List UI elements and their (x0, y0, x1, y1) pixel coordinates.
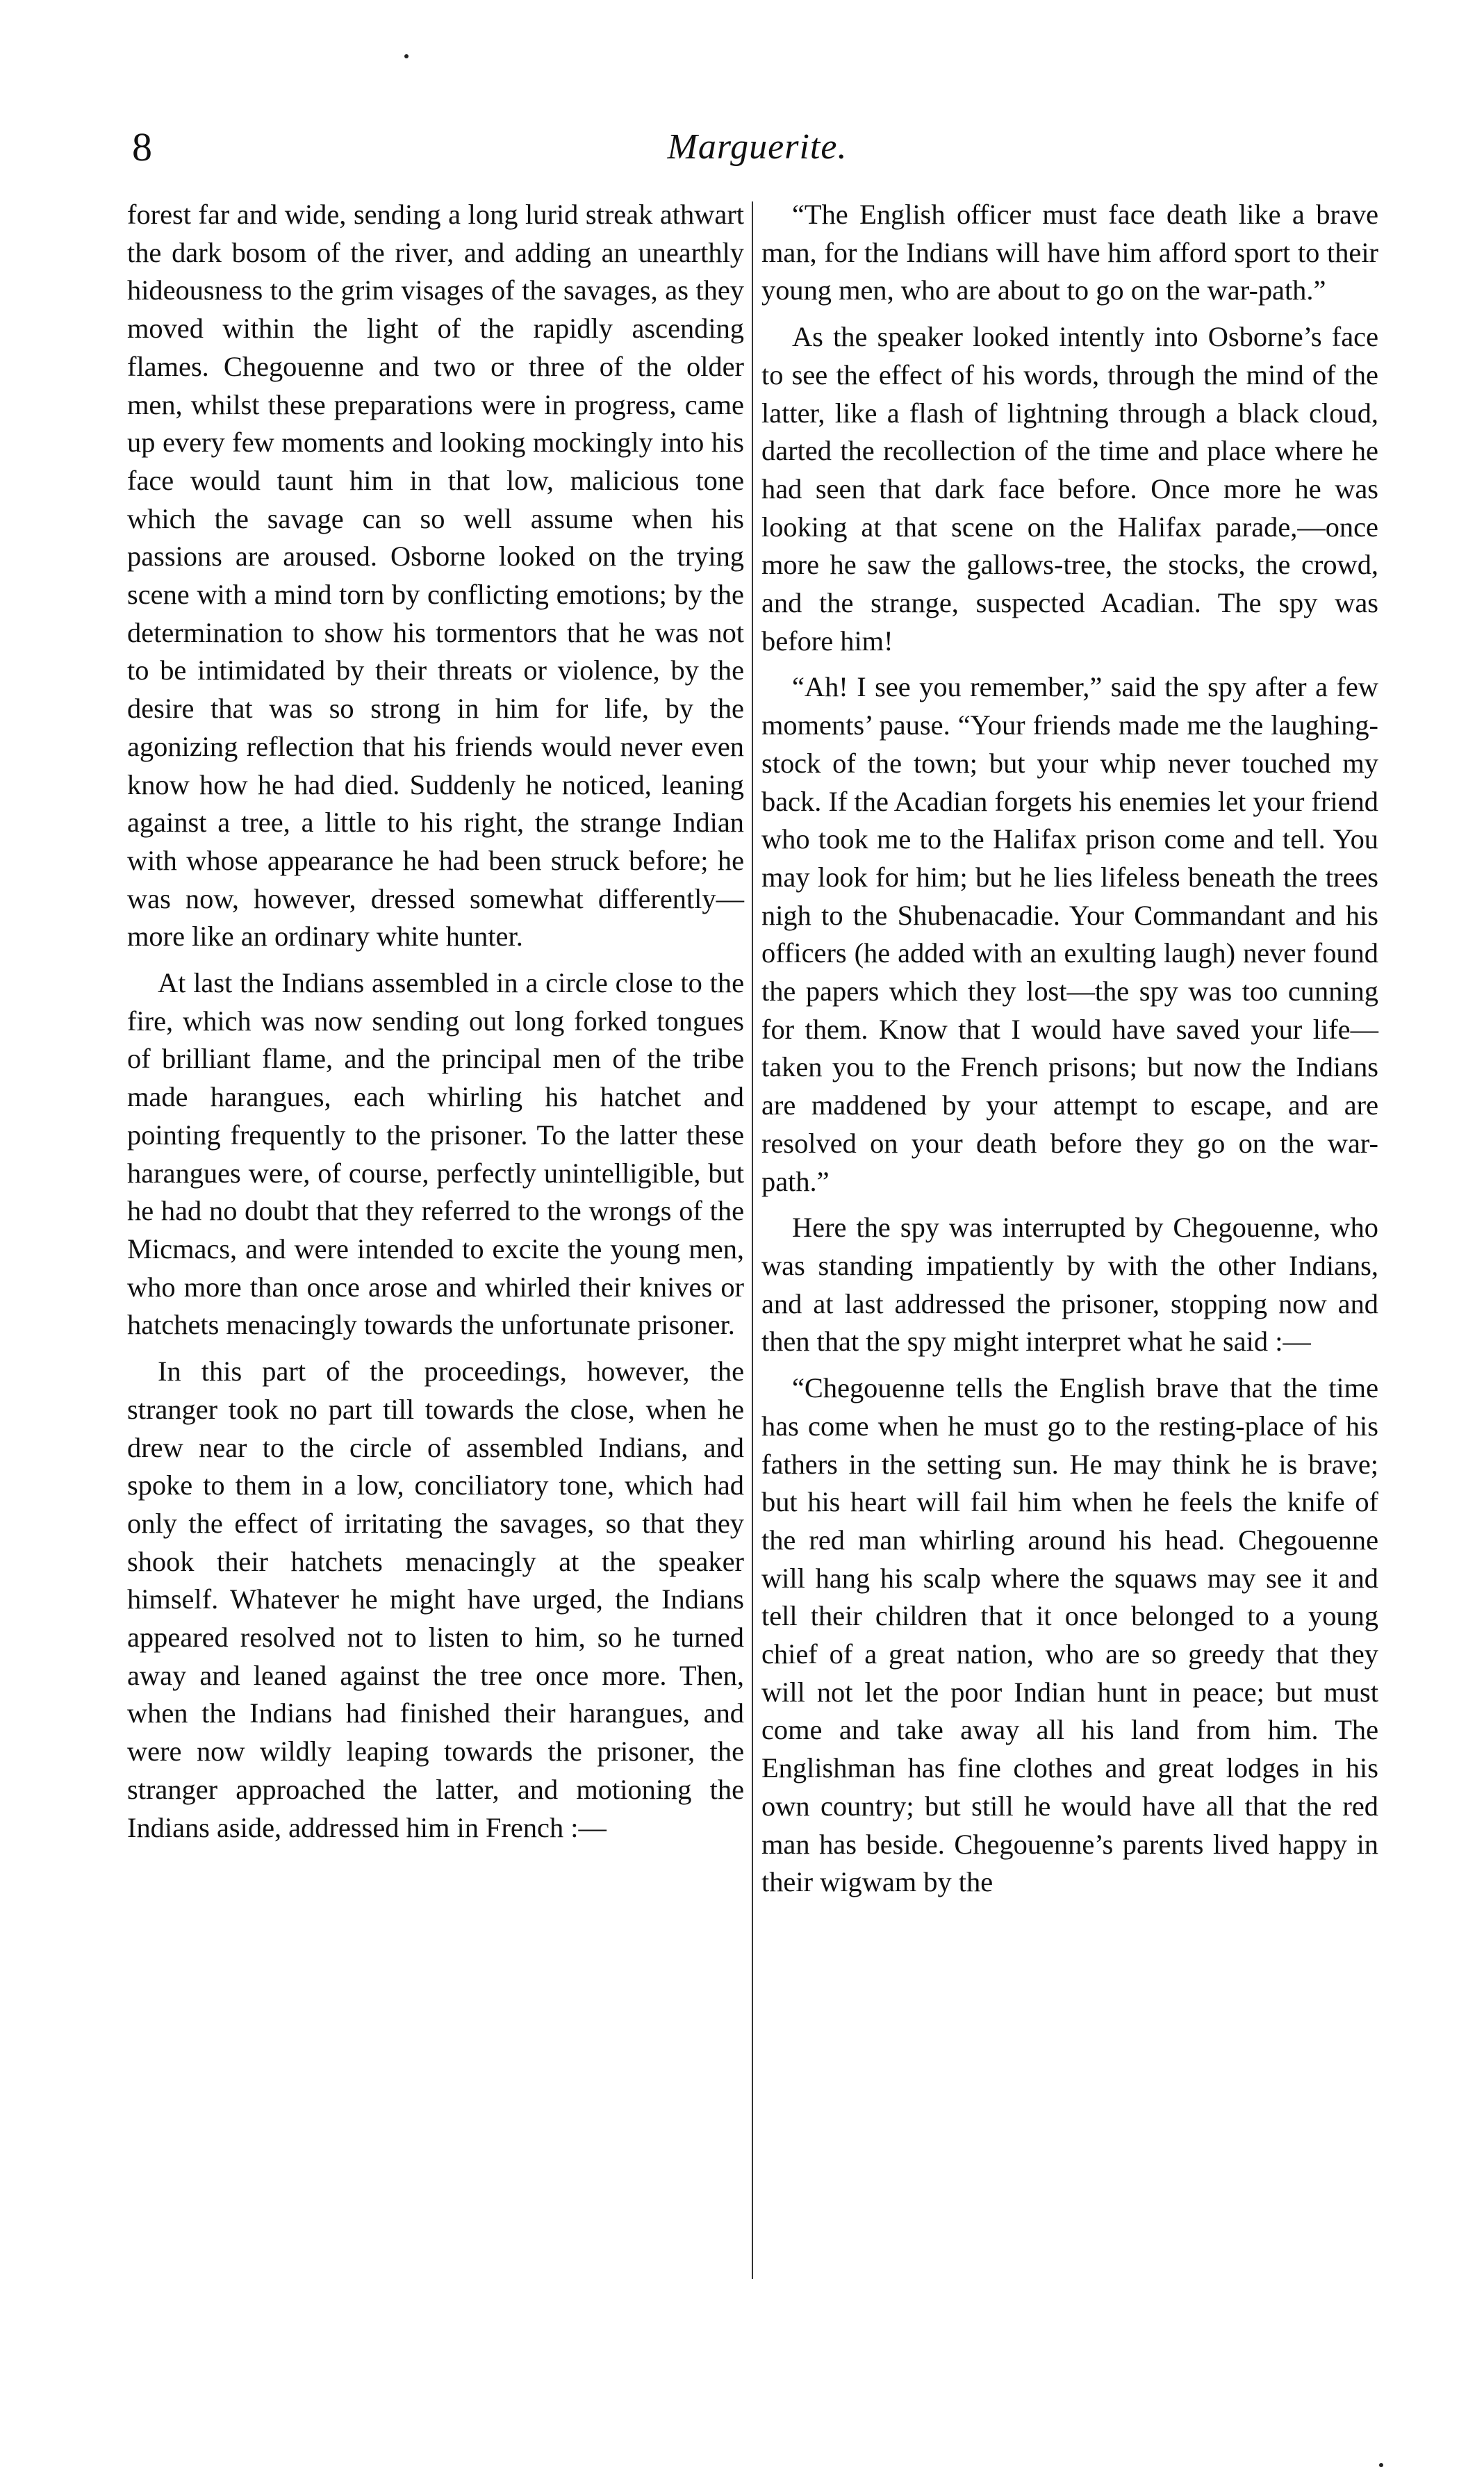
paragraph: “Chegouenne tells the English brave that the time has come when he must go to the resting-place of his fathers in the setting sun. He may think he is brave; but his heart will fail him when he feels the knife of the red man whirling around his head. Chegouenne will hang his scalp where the squaws may see it and tell their children that it once belonged to a young chief of a great nation, who are so greedy that they will not let the poor Indian hunt in peace; but must come and take away all his land from him. The Englishman has fine clothes and great lodges in his own country; but still he would have all that the red man has beside. Chegouenne’s parents lived happy in their wigwam by the (761, 1372, 1378, 1898)
print-speck (404, 54, 409, 58)
paragraph: “The English officer must face death like a brave man, for the Indians will have him afford sport to their young men, who are about to go on the war-path.” (761, 199, 1378, 306)
page-number: 8 (132, 124, 152, 170)
print-speck (1379, 2463, 1383, 2467)
running-title: Marguerite. (667, 127, 848, 167)
page-header (129, 124, 1386, 179)
paragraph: Here the spy was interrupted by Chegouenne, who was standing impatiently by with the other Indians, and at last addressed the prisoner, stopping now and then that the spy might interpret what he said :— (761, 1212, 1378, 1358)
paragraph: forest far and wide, sending a long lurid streak athwart the dark bosom of the river, and adding an unearthly hideousness to the grim visages of the savages, as they moved within the light of the rapidly ascending flames. Chegouenne and two or three of the older men, whilst these preparations were in progress, came up every few moments and looking mockingly into his face would taunt him in that low, malicious tone which the savage can so well assume when his passions are aroused. Osborne looked on the trying scene with a mind torn by conflicting emotions; by the determination to show his tormentors that he was not to be intimidated by their threats or violence, by the desire that was so strong in him for life, by the agonizing reflection that his friends would never even know how he had died. Suddenly he noticed, leaning against a tree, a little to his right, the strange Indian with whose appearance he had been struck before; he was now, however, dressed somewhat differently—more like an ordinary white hunter. (127, 199, 744, 953)
paragraph: In this part of the proceedings, however, the stranger took no part till towards the close, when he drew near to the circle of assembled Indians, and spoke to them in a low, conciliatory tone, which had only the effect of irritating the savages, so that they shook their hatchets menacingly at the speaker himself. Whatever he might have urged, the Indians appeared resolved not to listen to him, so he turned away and leaned against the tree once more. Then, when the Indians had finished their harangues, and were now wildly leaping towards the prisoner, the stranger approached the latter, and motioning the Indians aside, addressed him in French :— (127, 1356, 744, 1843)
left-column (127, 196, 744, 1855)
column-divider (752, 201, 753, 2279)
paragraph: “Ah! I see you remember,” said the spy after a few moments’ pause. “Your friends made me the laughing-stock of the town; but your whip never touched my back. If the Acadian forgets his enemies let your friend who took me to the Halifax prison come and tell. You may look for him; but he lies lifeless beneath the trees nigh to the Shubenacadie. Your Commandant and his officers (he added with an exulting laugh) never found the papers which they lost—the spy was too cunning for them. Know that I would have saved your life—taken you to the French prisons; but now the Indians are maddened by your attempt to escape, and are resolved on your death before they go on the war-path.” (761, 671, 1378, 1197)
right-column (761, 196, 1378, 1910)
paragraph: As the speaker looked intently into Osborne’s face to see the effect of his words, through the mind of the latter, like a flash of lightning through a black cloud, darted the recollection of the time and place where he had seen that dark face before. Once more he was looking at that scene on the Halifax parade,—once more he saw the gallows-tree, the stocks, the crowd, and the strange, suspected Acadian. The spy was before him! (761, 321, 1378, 657)
paragraph: At last the Indians assembled in a circle close to the fire, which was now sending out long forked tongues of brilliant flame, and the principal men of the tribe made harangues, each whirling his hatchet and pointing frequently to the prisoner. To the latter these harangues were, of course, perfectly unintelligible, but he had no doubt that they referred to the wrongs of the Micmacs, and were intended to excite the young men, who more than once arose and whirled their knives or hatchets menacingly towards the unfortunate prisoner. (127, 967, 744, 1341)
